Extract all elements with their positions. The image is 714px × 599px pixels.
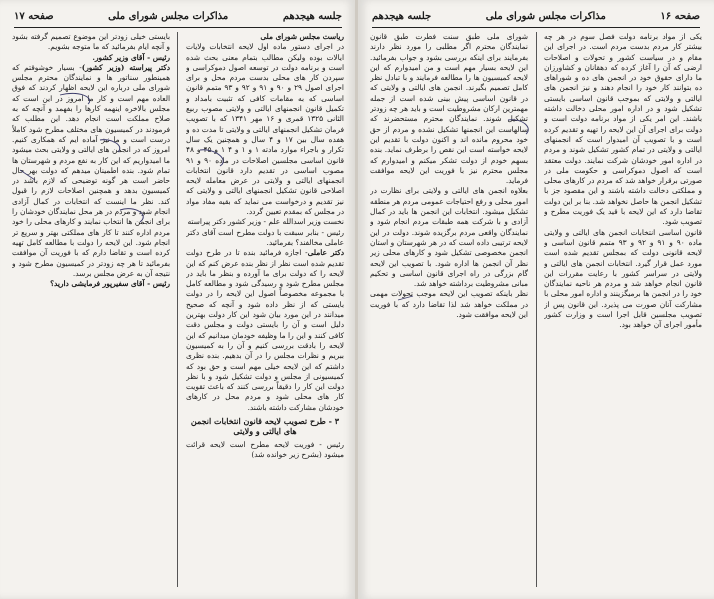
section-heading: ۳ - طرح تصویب لایحه قانون انتخابات انجمن های ایالتی و ولایتی	[190, 415, 340, 437]
left-page	[0, 0, 356, 599]
session-name: جلسه هیجدهم	[372, 10, 432, 22]
column-left	[370, 32, 528, 587]
text-paragraph: قانون اساسی انتخابات انجمن های ایالتی و ولایتی ماده ۹۰ و ۹۱ و ۹۲ و ۹۳ متمم قانون اساسی و لایحه قانونی دولت که بمجلس تقدیم شده است مورد عمل قرار گیرد. انتخابات انجمن های ایالتی و ولایتی در سراسر کشور با رعایت مقررات این قانون انجام خواهد شد و مردم هر ناحیه نمایندگان خود را در انجمن ها برمیگزینند و اداره امور محلی با مشارکت آنان صورت می پذیرد. این قانون پس از تصویب مجلسین قابل اجرا است و وزارت کشور مأمور اجرای آن خواهد بود.	[544, 227, 702, 330]
header-rule	[14, 27, 342, 28]
column-rule	[536, 32, 537, 587]
page-header	[14, 8, 342, 24]
speaker-name: دکتر عاملی	[307, 248, 344, 258]
text-paragraph: بعلاوه انجمن های ایالتی و ولایتی برای نظارت در امور محلی و رفع احتیاجات عمومی مردم هر منطقه تشکیل میشود. انتخابات این انجمن ها باید در کمال آزادی و با شرکت همه طبقات مردم انجام شود و نمایندگان واقعی مردم برگزیده شوند. دولت در این لایحه ترتیبی داده است که در هر شهرستان و استان انجمن مخصوصی تشکیل شود و کارهای محلی زیر نظر آن انجمن ها اداره شود. با تصویب این لایحه گام بزرگی در راه اجرای قانون اساسی و تحکیم مبانی مشروطیت برداشته خواهد شد.	[370, 186, 528, 289]
text-paragraph: در اجرای دستور ماده اول لایحه انتخابات ولایات ایالات بوده ولیکن مطالب بتمام معنی بحث شده است و برنامه دولت در توسعه اصول دموکراسی و سپردن کار های محلی بدست مردم محل و برای اجرای اصول ۲۹ و ۹۰ و ۹۱ و ۹۲ و ۹۳ متمم قانون اساسی که به مقامات کافی که تثبیت بامداد و تکمیل قانون انجمنهای ایالتی و ولایتی مصوب ربیع الثانی ۱۳۲۵ قمری و ۱۶ مهر ۱۳۴۱ که با تصویب فرمان تشکیل انجمنهای ایالتی و ولایتی تا مدت ده و هفده سال بین ۱۷ و ۴ سال و همچنین یک سال تکرار و باجراء موارد مادته ۱ و ۱ و ۴ ۱ و ۴۵ و ۴۸ قانون اساسی مجلسین اصلاحات در ماده ۹۰ و ۹۱ مصوب اساسی در تقدیم دارد قانون انتخابات انجمنهای ایالتی و ولایتی در عرض معامله لایحه اصلاحی قانون تشکیل انجمنهای ایالتی و ولایتی که نیز تقدیم و درخواست می نماید که بقیه مفاد مواد در مجلس که بمقدم تعیین گردد.	[186, 42, 344, 217]
session-title: مذاکرات مجلس شورای ملی	[485, 10, 606, 22]
session-title: مذاکرات مجلس شورای ملی	[108, 10, 229, 22]
column-right	[544, 32, 702, 587]
column-right	[186, 32, 344, 587]
text-paragraph: رئیس - آقای سفیرپور فرمایشی دارید؟	[50, 279, 170, 289]
text-paragraph	[12, 63, 170, 279]
right-page	[358, 0, 714, 599]
text-paragraph: بایستی خیلی زودتر این موضوع تصمیم گرفته بشود و آنچه ایام بفرمائید که ما متوجه بشویم.	[12, 32, 170, 52]
text-paragraph: شورای ملی طبق سنت فطرت طبق قانون نمایندگان محترم اگر مطلبی را مورد نظر دارند بفرمایند برای اینکه بررسی بشود و جواب بفرمائید. این لایحه بسیار مهم است و من امیدوارم که این لایحه کمیسیون ها را مطالعه فرمایند و با تبادل نظر کامل تصمیم بگیرند. انجمن های ایالتی و ولایتی که در قانون اساسی پیش بینی شده است از جمله مهمترین ارکان مشروطیت است و باید هر چه زودتر تشکیل شوند. نمایندگان محترم مستحضرند که سالهاست این انجمنها تشکیل نشده و مردم از حق خود محروم مانده اند و اکنون دولت با تقدیم این لایحه خواسته است این نقص را برطرف نماید. بنده بسهم خودم از دولت تشکر میکنم و امیدوارم که مجلس محترم نیز با فوریت این لایحه موافقت فرماید.	[370, 32, 528, 186]
text-paragraph: رئیس - آقای وزیر کشور.	[92, 52, 170, 62]
text-paragraph: نظر باینکه تصویب این لایحه موجب تحولات مهمی در مملکت خواهد شد لذا تقاضا دارد که با فوریت این لایحه موافقت شود.	[370, 289, 528, 320]
header-rule	[372, 27, 700, 28]
page-number: صفحه ۱۷	[14, 10, 54, 22]
page-header	[372, 8, 700, 24]
text-paragraph	[186, 248, 344, 413]
speaker-name: دکتر پیراسته (وزیر کشور)	[81, 62, 170, 72]
column-left	[12, 32, 170, 587]
text-paragraph: رئیس - فوریت لایحه مطرح است لایحه قرائت میشود (بشرح زیر خوانده شد)	[186, 439, 344, 459]
page-number: صفحه ۱۶	[660, 10, 700, 22]
column-rule	[177, 32, 178, 587]
text-paragraph: رئیس - بنابر سبقت با دولت مطرح است آقای دکتر عاملی مخالفند؟ بفرمائید.	[186, 227, 344, 247]
speech-text: - اجازه فرمائید بنده تا در طرح دولت تقدیم شده است نظر از نظر بنده عرض کنم که این لایحه را که دولت برای ما آورده و بنظر ما باید در مجلس مطرح شود و رسیدگی شود و مطالعه کامل با مجموعه مخصوصاً اصول این لایحه را در دولت بایستی که از نظر داده شود و آنچه که صحیح میدانند در این مورد بیان شود این کار دولت بهترین دلیل است و آن را بایستی دولت و مجلس دقت کافی کنند و این را ما وظیفه خودمان میدانیم که این لایحه را بادقت بررسی کنیم و آن را به کمیسیون ببریم و نظرات مجلس را در آن بدهیم. بنده نظری داشتم که این لایحه خیلی مهم است و حق بود که کمیسیونی از مجلس و دولت تشکیل شود و با نظر دولت این کار را دقیقاً بررسی کنند که باعث تقویت کار های محلی شود و مردم محل در کارهای خودشان مشارکت داشته باشند.	[186, 248, 344, 412]
speech-text: - بسیار خوشوقتم که همینطور سناتور ها و نمایندگان محترم مجلس شورای ملی درباره این لایحه اظهار کردند که فوق العاده مهم است و کار ما امروز در این است که مجلس بالاخره اینهمه کارها را بفهمد و آنچه که به صلاح مملکت است انجام دهد. این مطلب که فرمودند در کمیسیون های مختلف مطرح شود کاملاً درست است و ما نیز آماده ایم که همکاری کنیم. امروز که در انجمن های ایالتی و ولایتی بحث میشود ما امیدواریم که این کار به نفع مردم و شهرستان ها تمام شود. بنده اطمینان میدهم که دولت بهر حال حاضر است هر گونه توضیحی که لازم باشد در کمیسیون بدهد و همچنین اصلاحات لازم را قبول کند. نظر ما اینست که انتخابات در کمال آزادی انجام شود و مردم در هر محل نمایندگان خودشان را برای انجمن ها انتخاب نمایند و کارهای محلی را خود مردم اداره کنند تا کار های مملکتی بهتر و سریع تر انجام شود. این لایحه را دولت با مطالعه کامل تهیه کرده است و تقاضا دارم که با فوریت آن موافقت بفرمائید تا هر چه زودتر در کمیسیون مطرح شود و نتیجه آن به عرض مجلس برسد.	[12, 62, 170, 278]
session-name: جلسه هیجدهم	[282, 10, 342, 22]
text-paragraph: نخست وزیر اسدالله علم - وزیر کشور دکتر پیراسته	[187, 217, 344, 227]
text-paragraph: یکی از مواد برنامه دولت فصل سوم در هر چه بیشتر کار مردم بدست مردم است. در اجرای این مقام و در سیاست کشور و تحولات و اصلاحات ارضی که آن را آغاز کرده که دهقانان و کشاورزان ما دارای حقوق خود در انجمن های ده و شوراهای ده بتوانند کار خود را انجام دهند و نیز انجمن های ایالتی و ولایتی که بموجب قانون اساسی بایستی تشکیل شود و در اداره امور محلی دخالت داشته باشند. این امر یکی از مواد برنامه دولت است و دولت برای اجرای آن این لایحه را تهیه و تقدیم کرده است و با تصویب آن امیدوار است که انجمنهای ایالتی و ولایتی در تمام کشور تشکیل شوند و مردم در اداره امور خودشان شرکت نمایند. دولت معتقد است که اصول دموکراسی و حکومت ملی در صورتی برقرار خواهد شد که مردم در کارهای محلی و مملکتی دخالت داشته باشند و این مقصود جز با تشکیل انجمن ها حاصل نخواهد شد. بنا بر این دولت تقاضا دارد که این لایحه با قید یک فوریت مطرح و تصویب شود.	[544, 32, 702, 227]
text-paragraph: ریاست مجلس شورای ملی	[260, 32, 344, 41]
